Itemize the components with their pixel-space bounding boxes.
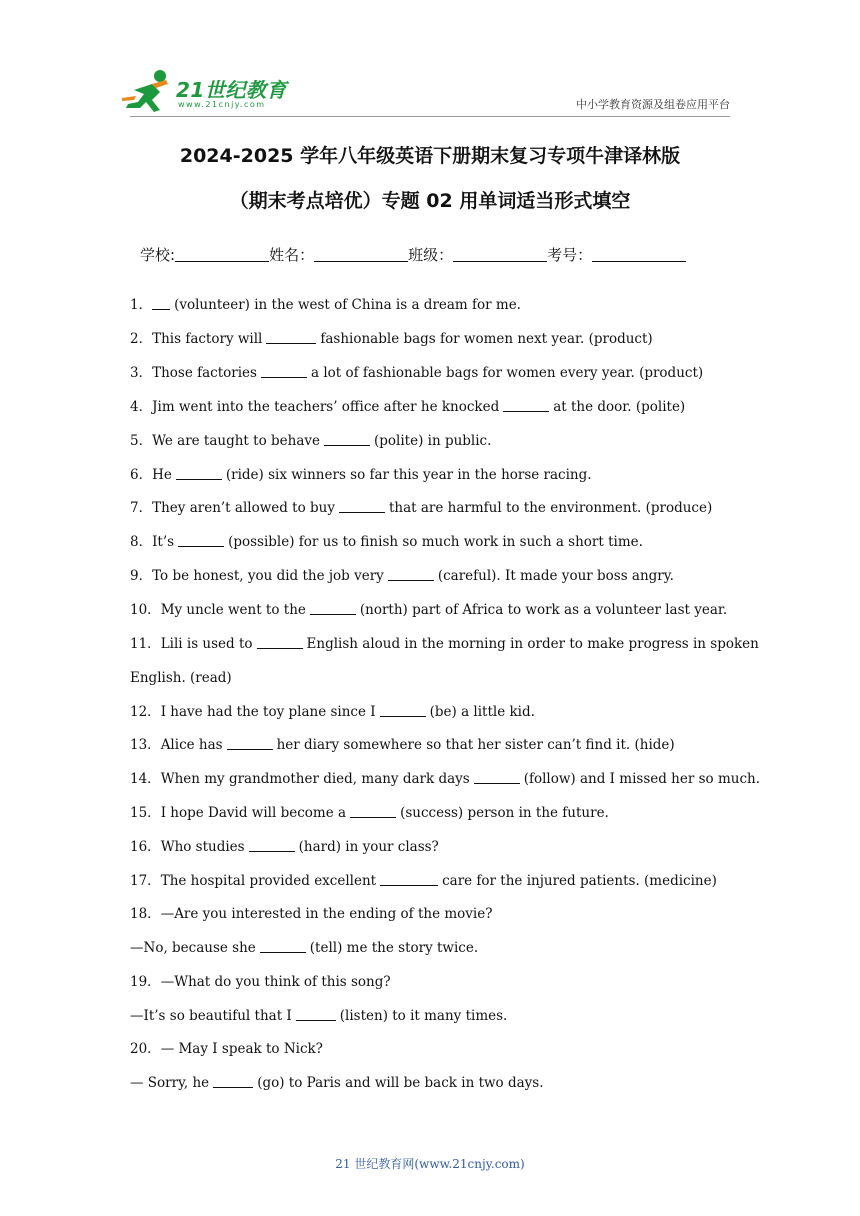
- question-7: 7．They aren’t allowed to buy that are harmful to the environment. (produce): [130, 500, 713, 516]
- question-5: 5．We are taught to behave (polite) in public.: [130, 433, 492, 449]
- question-19: 19．—What do you think of this song?: [130, 974, 391, 990]
- logo-text: 21世纪教育: [176, 78, 287, 102]
- document-title-line1: 2024-2025 学年八年级英语下册期末复习专项牛津译林版: [179, 145, 681, 167]
- school-label: 学校:: [140, 246, 176, 264]
- answer-blank[interactable]: [213, 1075, 253, 1088]
- question-15: 15．I hope David will become a (success) person in the future.: [130, 805, 609, 821]
- question-19-reply: —It’s so beautiful that I (listen) to it many times.: [130, 1008, 508, 1024]
- number-label: 考号：: [547, 246, 593, 264]
- question-6: 6．He (ride) six winners so far this year in the horse racing.: [130, 467, 592, 483]
- answer-blank[interactable]: [339, 500, 385, 513]
- question-10: 10．My uncle went to the (north) part of Africa to work as a volunteer last year.: [130, 602, 728, 618]
- logo-url: www.21cnjy.com: [178, 100, 266, 109]
- question-8: 8．It’s (possible) for us to finish so much work in such a short time.: [130, 534, 643, 550]
- question-2: 2．This factory will fashionable bags for women next year. (product): [130, 331, 653, 347]
- class-label: 班级：: [408, 246, 454, 264]
- name-field[interactable]: [314, 246, 408, 262]
- question-16: 16．Who studies (hard) in your class?: [130, 839, 439, 855]
- answer-blank[interactable]: [350, 805, 396, 818]
- header-divider: [130, 116, 730, 117]
- question-17: 17．The hospital provided excellent care for the injured patients. (medicine): [130, 873, 717, 889]
- runner-logo-icon: [122, 68, 174, 114]
- answer-blank[interactable]: [260, 940, 306, 953]
- document-title-line2: （期末考点培优）专题 02 用单词适当形式填空: [229, 190, 631, 212]
- question-13: 13．Alice has her diary somewhere so that her sister can’t find it. (hide): [130, 737, 675, 753]
- number-field[interactable]: [592, 246, 686, 262]
- logo: [122, 68, 292, 114]
- class-field[interactable]: [453, 246, 547, 262]
- question-9: 9．To be honest, you did the job very (careful). It made your boss angry.: [130, 568, 674, 584]
- question-1: 1． (volunteer) in the west of China is a dream for me.: [130, 297, 521, 313]
- answer-blank[interactable]: [227, 737, 273, 750]
- question-18: 18．—Are you interested in the ending of the movie?: [130, 906, 493, 922]
- answer-blank[interactable]: [310, 602, 356, 615]
- question-20: 20．— May I speak to Nick?: [130, 1041, 323, 1057]
- page-footer: 21 世纪教育网(www.21cnjy.com): [335, 1157, 525, 1171]
- answer-blank[interactable]: [324, 433, 370, 446]
- answer-blank[interactable]: [176, 467, 222, 480]
- question-14: 14．When my grandmother died, many dark days (follow) and I missed her so much.: [130, 771, 761, 787]
- answer-blank[interactable]: [296, 1008, 336, 1021]
- answer-blank[interactable]: [152, 297, 170, 310]
- answer-blank[interactable]: [266, 331, 316, 344]
- answer-blank[interactable]: [249, 839, 295, 852]
- question-18-reply: —No, because she (tell) me the story twice.: [130, 940, 479, 956]
- question-11: 11．Lili is used to English aloud in the morning in order to make progress in spoken: [130, 636, 759, 652]
- question-11-continued: English. (read): [130, 670, 232, 686]
- question-3: 3．Those factories a lot of fashionable bags for women every year. (product): [130, 365, 704, 381]
- school-field[interactable]: [175, 246, 269, 262]
- question-4: 4．Jim went into the teachers’ office after he knocked at the door. (polite): [130, 399, 686, 415]
- answer-blank[interactable]: [178, 534, 224, 547]
- answer-blank[interactable]: [380, 873, 438, 886]
- answer-blank[interactable]: [503, 399, 549, 412]
- question-20-reply: — Sorry, he (go) to Paris and will be back in two days.: [130, 1075, 544, 1091]
- answer-blank[interactable]: [388, 568, 434, 581]
- platform-label: 中小学教育资源及组卷应用平台: [576, 98, 730, 111]
- name-label: 姓名：: [269, 246, 315, 264]
- answer-blank[interactable]: [380, 704, 426, 717]
- question-12: 12．I have had the toy plane since I (be) a little kid.: [130, 704, 535, 720]
- student-info-row: [140, 244, 740, 265]
- answer-blank[interactable]: [257, 636, 303, 649]
- answer-blank[interactable]: [261, 365, 307, 378]
- page-header: [0, 0, 860, 120]
- answer-blank[interactable]: [474, 771, 520, 784]
